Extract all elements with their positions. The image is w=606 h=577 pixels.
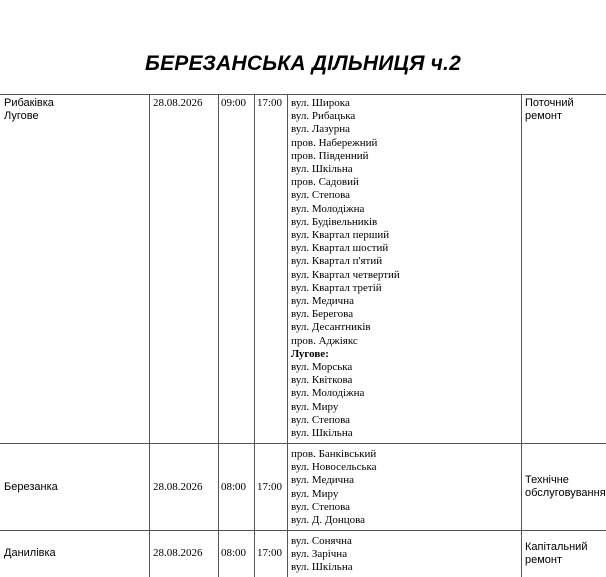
work-type-cell xyxy=(525,97,574,123)
table-border-top xyxy=(0,94,606,95)
street-item: вул. Медична xyxy=(291,474,354,487)
street-item: вул. Молодіжна xyxy=(291,387,365,400)
work-type-line: Технічне xyxy=(525,474,569,486)
street-item: вул. Степова xyxy=(291,189,351,202)
end-time-cell: 17:00 xyxy=(257,481,283,493)
street-item: вул. Сонячна xyxy=(291,535,352,547)
settlement-cell xyxy=(4,547,56,560)
settlement-name: Березанка xyxy=(4,481,58,493)
street-item: вул. Шкільна xyxy=(291,427,353,440)
work-type-line: ремонт xyxy=(525,554,563,567)
start-time-cell: 09:00 xyxy=(221,97,247,109)
street-item: вул. Будівельників xyxy=(291,215,378,228)
street-item: вул. Квартал п'ятий xyxy=(291,255,383,268)
street-item: пров. Банківський xyxy=(291,448,377,460)
street-item: вул. Новосельська xyxy=(291,461,377,474)
street-item: вул. Зарічна xyxy=(291,548,348,561)
street-item: вул. Десантників xyxy=(291,321,371,334)
streets-list xyxy=(291,535,519,575)
work-type-cell xyxy=(525,541,587,567)
column-divider xyxy=(287,94,288,577)
street-item: вул. Квартал шостий xyxy=(291,242,389,255)
column-divider xyxy=(218,94,219,577)
date-cell: 28.08.2026 xyxy=(153,481,203,493)
street-item: вул. Квіткова xyxy=(291,374,353,387)
settlement-name: Данилівка xyxy=(4,547,56,559)
start-time-cell: 08:00 xyxy=(221,481,247,493)
row-divider xyxy=(0,443,606,444)
page-title: БЕРЕЗАНСЬКА ДІЛЬНИЦЯ ч.2 xyxy=(145,52,461,75)
work-type-cell xyxy=(525,474,606,500)
column-divider xyxy=(521,94,522,577)
settlement-name: Рибаківка xyxy=(4,97,54,109)
street-item: вул. Берегова xyxy=(291,308,354,321)
settlement-cell xyxy=(4,97,54,123)
column-divider xyxy=(254,94,255,577)
row-divider xyxy=(0,530,606,531)
street-item: вул. Миру xyxy=(291,400,339,413)
streets-list xyxy=(291,97,519,440)
street-item: вул. Медична xyxy=(291,295,354,308)
street-subheading: Лугове: xyxy=(291,347,329,360)
street-item: вул. Рибацька xyxy=(291,110,356,123)
work-type-line: обслуговування xyxy=(525,487,606,500)
streets-list xyxy=(291,448,519,527)
street-item: вул. Степова xyxy=(291,413,351,426)
work-type-line: Капітальний xyxy=(525,541,588,553)
work-type-line: ремонт xyxy=(525,110,563,123)
street-item: вул. Квартал четвертий xyxy=(291,268,400,281)
street-item: пров. Південний xyxy=(291,149,369,162)
street-item: вул. Миру xyxy=(291,487,339,500)
street-item: вул. Широка xyxy=(291,97,350,109)
street-item: вул. Д. Донцова xyxy=(291,514,366,527)
end-time-cell: 17:00 xyxy=(257,97,283,109)
column-divider xyxy=(149,94,150,577)
settlement-name: Лугове xyxy=(4,110,39,123)
date-cell: 28.08.2026 xyxy=(153,547,203,559)
date-cell: 28.08.2026 xyxy=(153,97,203,109)
street-item: вул. Квартал перший xyxy=(291,229,390,242)
settlement-cell xyxy=(4,481,58,494)
street-item: вул. Морська xyxy=(291,361,353,374)
street-item: вул. Степова xyxy=(291,500,351,513)
street-item: вул. Лазурна xyxy=(291,123,351,136)
work-type-line: Поточний xyxy=(525,97,574,109)
street-item: вул. Квартал третій xyxy=(291,281,382,294)
street-item: пров. Набережний xyxy=(291,136,378,149)
street-item: вул. Молодіжна xyxy=(291,202,365,215)
street-item: вул. Шкільна xyxy=(291,163,353,176)
street-item: пров. Садовий xyxy=(291,176,359,189)
end-time-cell: 17:00 xyxy=(257,547,283,559)
start-time-cell: 08:00 xyxy=(221,547,247,559)
street-item: пров. Аджіякс xyxy=(291,334,358,347)
street-item: вул. Шкільна xyxy=(291,561,353,574)
